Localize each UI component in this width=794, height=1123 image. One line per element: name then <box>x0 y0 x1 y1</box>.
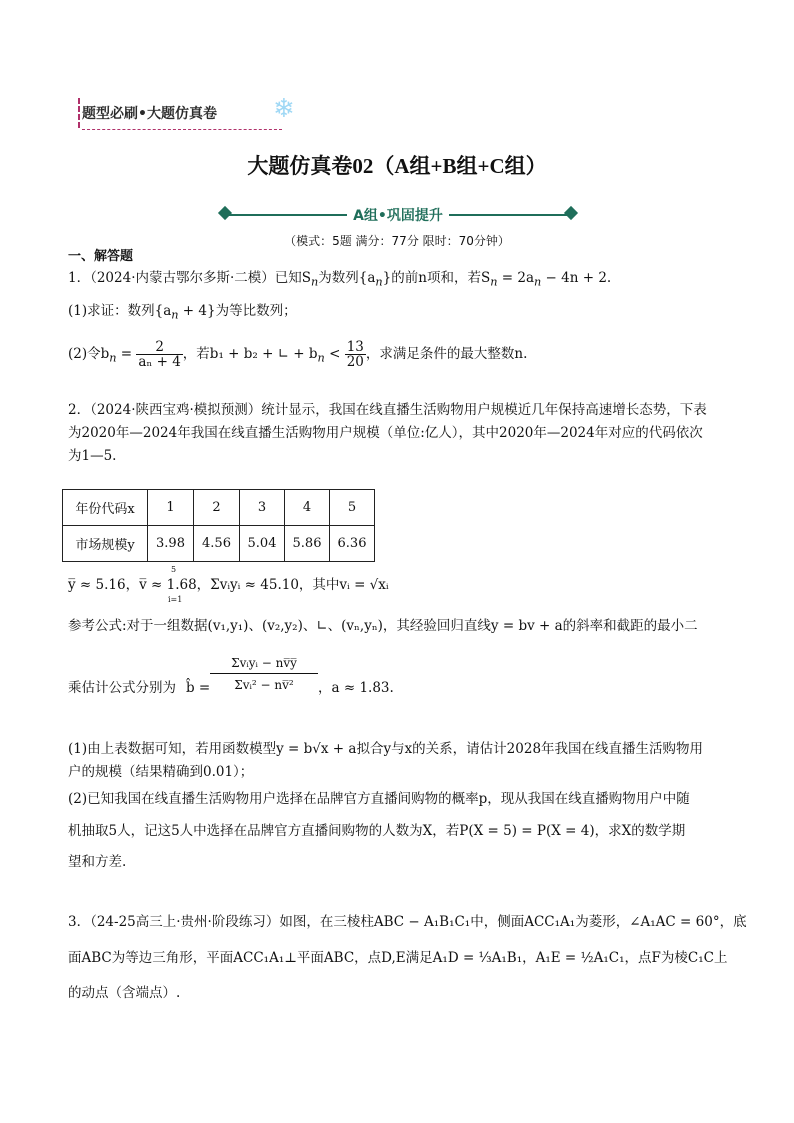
q2-ref-line2-b: ，a ≈ 1.83. <box>318 680 394 696</box>
section-label: A组•巩固提升 <box>347 208 449 224</box>
q2-line3: 为1—5. <box>68 448 117 464</box>
q2-sub2-line2: 机抽取5人，记这5人中选择在品牌官方直播间购物的人数为X，若P(X = 5) = P(X = 4)，求X的数学期 <box>68 823 686 839</box>
q2-ref-line1: 参考公式:对于一组数据(v₁,y₁)、(v₂,y₂)、∟、(vₙ,yₙ)，其经验回归直线y = bv + a的斜率和截距的最小二 <box>68 618 698 634</box>
q2-sub2-line3: 望和方差. <box>68 854 127 870</box>
q2-sub1-line1: (1)由上表数据可知，若用函数模型y = b√x + a拟合y与x的关系，请估计2028年我国在线直播生活购物用 <box>68 741 704 757</box>
table-cell: 1 <box>148 490 194 526</box>
table-cell: 4 <box>285 490 330 526</box>
q2-sub1-line2: 户的规模（结果精确到0.01）； <box>68 764 254 780</box>
q2-line2: 为2020年—2024年我国在线直播生活购物用户规模（单位:亿人），其中2020年—2024年对应的代码依次 <box>68 425 703 441</box>
table-cell: 5.86 <box>285 526 330 562</box>
page-title: 大题仿真卷02（A组+B组+C组） <box>247 154 547 178</box>
q3-line3: 的动点（含端点）. <box>68 985 181 1001</box>
snowflake-icon: ❄ <box>273 94 295 124</box>
b-hat: b̂ = <box>186 680 211 696</box>
q3-line1: 3．（24-25高三上·贵州·阶段练习）如图，在三棱柱ABC − A₁B₁C₁中，侧面ACC₁A₁为菱形，∠A₁AC = 60°，底 <box>68 914 747 930</box>
q1-fraction-1: $\frac{2}{\text{aₙ + 4}}$ <box>138 339 181 370</box>
q2-ref-line2-a: 乘估计公式分别为 <box>68 680 176 696</box>
data-table <box>62 489 375 562</box>
formula-numerator: Σvᵢyᵢ − nv̅y̅ <box>210 655 318 674</box>
table-cell: 5 <box>330 490 375 526</box>
formula-denominator: Σvᵢ² − nv̅² <box>234 678 294 692</box>
section-banner <box>218 204 578 226</box>
header-tag: 题型必刷•大题仿真卷 <box>82 106 217 122</box>
q1-sub1: (1)求证：数列$\{a_n + 4\}$为等比数列； <box>68 303 297 322</box>
table-header-cell: 年份代码x <box>63 490 148 526</box>
q1-sub2: (2)令$b_n$ = $\frac{2}{\text{aₙ + 4}}$ ，若b₁ + b₂ + ∟ + $b_n$ < $\frac{13}{20}$ ，求满足条件的最大整数n. <box>68 339 528 370</box>
table-cell: 3.98 <box>148 526 194 562</box>
q3-line2: 面ABC为等边三角形，平面ACC₁A₁⊥平面ABC，点D,E满足A₁D = ⅓A₁B₁，A₁E = ½A₁C₁，点F为棱C₁C上 <box>68 950 728 966</box>
table-cell: 2 <box>194 490 240 526</box>
q1-stem: 1．（2024·内蒙古鄂尔多斯·二模）已知$S_n$为数列$\{a_n\}$的前n项和，若$S_n = 2a_n - 4n + 2$. <box>68 270 612 289</box>
regression-formula <box>210 655 318 693</box>
q1-fraction-2: $\frac{13}{20}$ <box>346 339 364 370</box>
table-row <box>63 526 375 562</box>
exam-meta: （模式：5题 满分：77分 限时：70分钟） <box>284 234 510 248</box>
table-header-cell: 市场规模y <box>63 526 148 562</box>
table-cell: 4.56 <box>194 526 240 562</box>
table-cell: 5.04 <box>240 526 285 562</box>
q2-stats: y̅ ≈ 5.16，v̅ ≈ 1.68，Σvᵢyᵢ ≈ 45.10，其中vᵢ = √xᵢ <box>68 577 389 593</box>
sum-upper-limit: 5 <box>171 565 177 574</box>
q2-sub2-line1: (2)已知我国在线直播生活购物用户选择在品牌官方直播间购物的概率p，现从我国在线直播购物用户中随 <box>68 791 690 807</box>
table-cell: 6.36 <box>330 526 375 562</box>
sum-lower-limit: i=1 <box>168 595 183 604</box>
part-heading: 一、解答题 <box>68 249 134 264</box>
table-row <box>63 490 375 526</box>
header-underline <box>82 129 282 130</box>
table-cell: 3 <box>240 490 285 526</box>
q2-line1: 2．（2024·陕西宝鸡·模拟预测）统计显示，我国在线直播生活购物用户规模近几年保持高速增长态势，下表 <box>68 402 707 418</box>
